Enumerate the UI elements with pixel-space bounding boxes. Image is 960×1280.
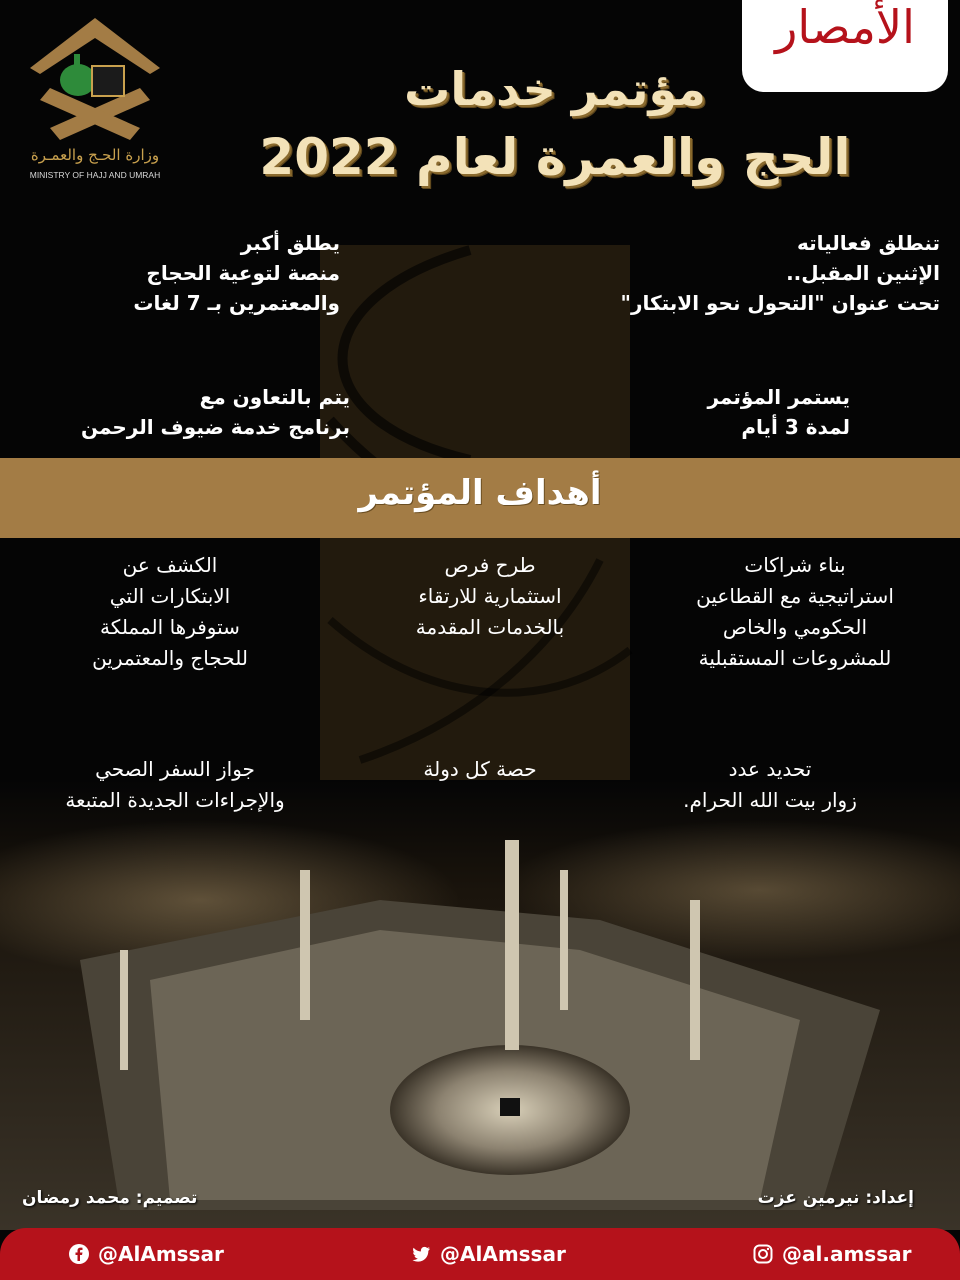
twitter-link[interactable] <box>410 1242 566 1266</box>
social-footer <box>0 1228 960 1280</box>
credit-prepared: إعداد: نيرمين عزت <box>757 1188 914 1208</box>
ministry-name-english: MINISTRY OF HAJJ AND UMRAH <box>29 170 161 180</box>
instagram-icon <box>752 1243 774 1265</box>
goal-visitors: تحديد عدد زوار بيت الله الحرام. <box>683 757 857 812</box>
goals-title: أهداف المؤتمر <box>358 473 602 513</box>
page-title-line2: الحج والعمرة لعام 2022 <box>259 128 851 186</box>
goal-health-passport: جواز السفر الصحي والإجراءات الجديدة المتبعة <box>65 757 285 812</box>
page-title-line1: مؤتمر خدمات <box>404 62 706 116</box>
goal-country-share: حصة كل دولة <box>423 757 537 781</box>
info-platform: يطلق أكبر منصة لتوعية الحجاج والمعتمرين بـ 7 لغات <box>133 231 340 315</box>
goal-investment: طرح فرص استثمارية للارتقاء بالخدمات المقدمة <box>415 553 565 639</box>
twitter-icon <box>410 1243 432 1265</box>
brand-logo-text: الأمصار <box>775 0 915 54</box>
goal-partnerships: بناء شراكات استراتيجية مع القطاعين الحكومي والخاص للمشروعات المستقبلية <box>696 553 894 670</box>
info-duration: يستمر المؤتمر لمدة 3 أيام <box>707 385 850 439</box>
goal-innovations: الكشف عن الابتكارات التي ستوفرها المملكة للحجاج والمعتمرين <box>92 553 248 670</box>
twitter-handle: @AlAmssar <box>440 1242 566 1266</box>
credit-design: تصميم: محمد رمضان <box>22 1188 198 1208</box>
facebook-link[interactable] <box>68 1242 224 1266</box>
info-launch: تنطلق فعالياته الإثنين المقبل.. تحت عنوان "التحول نحو الابتكار" <box>620 231 940 315</box>
ministry-name-arabic: وزارة الحـج والعمـرة <box>30 146 160 164</box>
instagram-link[interactable] <box>752 1242 911 1266</box>
facebook-handle: @AlAmssar <box>98 1242 224 1266</box>
info-cooperation: يتم بالتعاون مع برنامج خدمة ضيوف الرحمن <box>80 385 350 439</box>
facebook-icon <box>68 1243 90 1265</box>
goals-banner <box>0 458 960 538</box>
makkah-night-photo <box>0 780 960 1230</box>
instagram-handle: @al.amssar <box>782 1242 912 1266</box>
